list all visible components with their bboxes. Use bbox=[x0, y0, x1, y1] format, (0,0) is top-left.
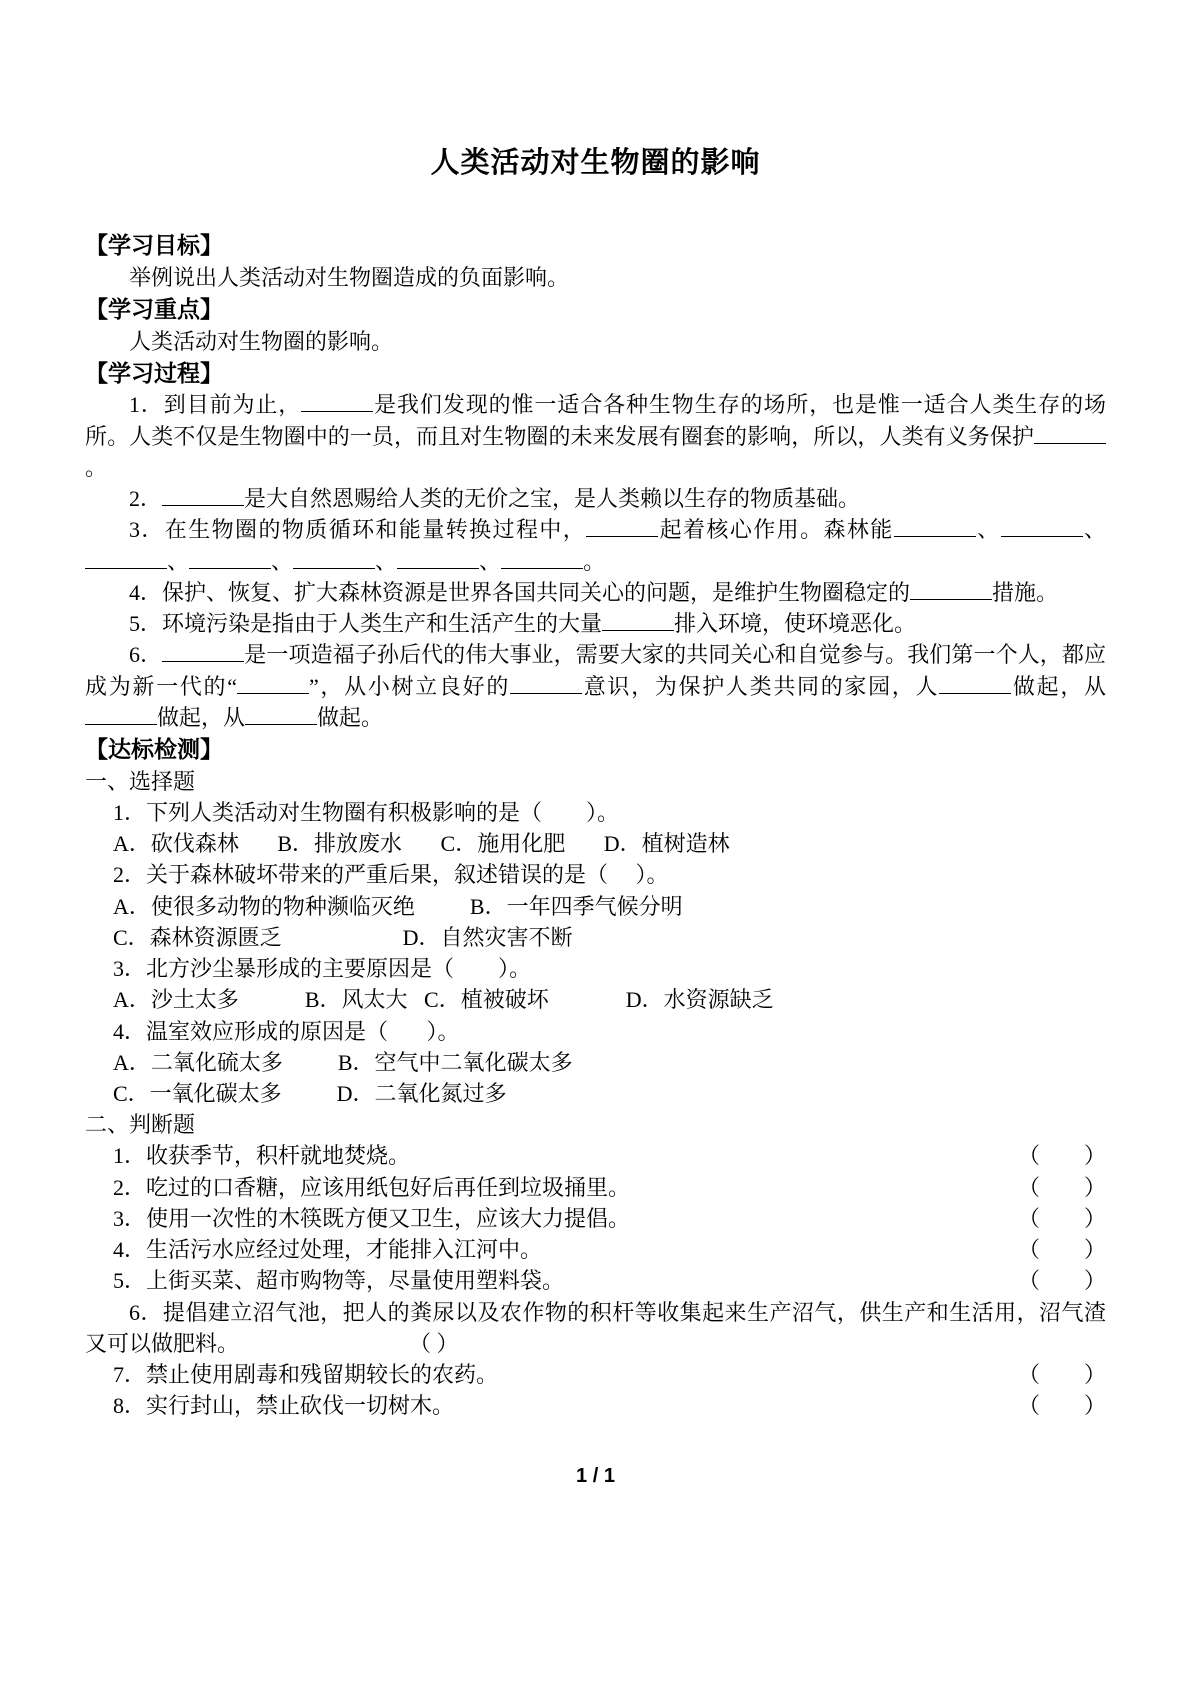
truefalse-item-2-text: 2．吃过的口香糖，应该用纸包好后再任到垃圾捅里。 bbox=[113, 1174, 631, 1200]
objective-body: 举例说出人类活动对生物圈造成的负面影响。 bbox=[129, 264, 570, 290]
q6-blank-6[interactable] bbox=[245, 724, 317, 725]
q1-text-b: 是我们发现的惟一适合各种生物生存的场所，也是惟一适合人类生存的场所。人类不仅是生物圈中的一员，而且对生物圈的未来发展有圈套的影响，所以，人类有义务保护 bbox=[85, 392, 1106, 449]
objective-heading: 【学习目标】 bbox=[85, 232, 223, 258]
choice-question-1-stem: 1．下列人类活动对生物圈有积极影响的是（ ）。 bbox=[113, 799, 620, 825]
process-heading: 【学习过程】 bbox=[85, 359, 223, 386]
q2-blank-1[interactable] bbox=[162, 505, 244, 506]
q3-text-a: 3．在生物圈的物质循环和能量转换过程中， bbox=[129, 517, 587, 543]
q2-text-b: 是大自然恩赐给人类的无价之宝，是人类赖以生存的物质基础。 bbox=[244, 486, 861, 512]
q3-blank-8[interactable] bbox=[501, 568, 583, 569]
q6-text-f: 做起，从 bbox=[157, 704, 246, 730]
q6-blank-5[interactable] bbox=[85, 724, 157, 725]
q6-blank-3[interactable] bbox=[510, 693, 582, 694]
process-question-5 bbox=[85, 608, 1106, 639]
truefalse-item-1 bbox=[85, 1140, 1106, 1171]
truefalse-item-7 bbox=[85, 1359, 1106, 1390]
q3-text-b: 起着核心作用。森林能 bbox=[658, 517, 894, 543]
q5-blank-1[interactable] bbox=[602, 630, 674, 631]
process-question-3 bbox=[85, 514, 1106, 576]
q4-text-a: 4．保护、恢复、扩大森林资源是世界各国共同关心的问题，是维护生物圈稳定的 bbox=[129, 579, 911, 605]
truefalse-item-7-text: 7．禁止使用剧毒和残留期较长的农药。 bbox=[113, 1362, 499, 1388]
choice-question-2-options-line-1[interactable]: A．使很多动物的物种濒临灭绝 B．一年四季气候分明 bbox=[113, 893, 683, 919]
truefalse-item-5-text: 5．上街买菜、超市购物等，尽量使用塑料袋。 bbox=[113, 1268, 565, 1294]
truefalse-item-4-text: 4．生活污水应经过处理，才能排入江河中。 bbox=[113, 1237, 543, 1263]
truefalse-item-3 bbox=[85, 1203, 1106, 1234]
choice-question-4-options-line-1[interactable]: A．二氧化硫太多 B．空气中二氧化碳太多 bbox=[113, 1049, 573, 1075]
truefalse-item-8-text: 8．实行封山，禁止砍伐一切树木。 bbox=[113, 1393, 455, 1419]
truefalse-item-4 bbox=[85, 1234, 1106, 1265]
q6-text-c: ”，从小树立良好的 bbox=[308, 673, 511, 699]
choice-question-2-options-line-2[interactable]: C．森林资源匮乏 D．自然灾害不断 bbox=[113, 924, 573, 950]
q4-blank-1[interactable] bbox=[910, 599, 992, 600]
q3-sep-4: 、 bbox=[271, 548, 294, 574]
q3-sep-2: 、 bbox=[1082, 517, 1106, 543]
q3-blank-5[interactable] bbox=[189, 568, 271, 569]
truefalse-item-4-answer-box[interactable]: （ ） bbox=[1017, 1237, 1106, 1263]
q3-text-end: 。 bbox=[583, 548, 606, 574]
q2-text-a: 2． bbox=[129, 486, 163, 512]
q6-text-d: 意识，为保护人类共同的家园，人 bbox=[582, 673, 940, 699]
process-question-6 bbox=[85, 639, 1106, 733]
focus-body: 人类活动对生物圈的影响。 bbox=[129, 328, 394, 354]
q3-blank-3[interactable] bbox=[1001, 536, 1083, 537]
q3-sep-3: 、 bbox=[167, 548, 190, 574]
q6-text-e: 做起，从 bbox=[1011, 673, 1107, 699]
q1-blank-1[interactable] bbox=[301, 411, 373, 412]
truefalse-item-8 bbox=[85, 1390, 1106, 1421]
truefalse-item-7-answer-box[interactable]: （ ） bbox=[1017, 1362, 1106, 1388]
process-question-2 bbox=[85, 483, 1106, 514]
q3-blank-1[interactable] bbox=[586, 536, 658, 537]
truefalse-item-5-answer-box[interactable]: （ ） bbox=[1017, 1268, 1106, 1294]
q1-blank-2[interactable] bbox=[1034, 443, 1106, 444]
choice-question-4-stem: 4．温室效应形成的原因是（ ）。 bbox=[113, 1018, 460, 1044]
truefalse-item-3-answer-box[interactable]: （ ） bbox=[1017, 1205, 1106, 1231]
truefalse-item-1-text: 1．收获季节，积杆就地焚烧。 bbox=[113, 1143, 411, 1169]
truefalse-item-6-answer-box[interactable]: （ ） bbox=[409, 1330, 459, 1356]
q6-blank-4[interactable] bbox=[939, 693, 1011, 694]
q6-text-b: 是一项造福子孙后代的伟大事业，需要大家的共同关心和自觉参与。我们第一个人，都应成为新一代的“ bbox=[85, 642, 1106, 699]
page-title: 人类活动对生物圈的影响 bbox=[430, 147, 761, 179]
truefalse-item-5 bbox=[85, 1265, 1106, 1296]
q1-text-c: 。 bbox=[85, 454, 108, 480]
choice-question-3-options[interactable]: A．沙土太多 B．风太大 C．植被破坏 D．水资源缺乏 bbox=[113, 987, 774, 1013]
truefalse-item-2 bbox=[85, 1172, 1106, 1203]
choice-question-2-stem: 2．关于森林破坏带来的严重后果，叙述错误的是（ ）。 bbox=[113, 862, 669, 888]
q5-text-b: 排入环境，使环境恶化。 bbox=[674, 611, 917, 637]
choice-question-1-options[interactable]: A．砍伐森林 B．排放废水 C．施用化肥 D．植树造林 bbox=[113, 831, 730, 857]
q3-sep-1: 、 bbox=[975, 517, 1001, 543]
q6-blank-1[interactable] bbox=[162, 661, 244, 662]
choice-question-4-options-line-2[interactable]: C．一氧化碳太多 D．二氧化氮过多 bbox=[113, 1081, 507, 1107]
truefalse-item-1-answer-box[interactable]: （ ） bbox=[1017, 1143, 1106, 1169]
q3-blank-2[interactable] bbox=[894, 536, 976, 537]
test-heading: 【达标检测】 bbox=[85, 736, 223, 763]
q1-text-a: 1．到目前为止， bbox=[129, 392, 302, 418]
q5-text-a: 5．环境污染是指由于人类生产和生活产生的大量 bbox=[129, 611, 603, 637]
process-question-4 bbox=[85, 577, 1106, 608]
q3-blank-4[interactable] bbox=[85, 568, 167, 569]
truefalse-item-6-text: 6．提倡建立沼气池，把人的粪尿以及农作物的积杆等收集起来生产沼气，供生产和生活用，沼气渣又可以做肥料。 bbox=[85, 1299, 1106, 1356]
q6-blank-2[interactable] bbox=[237, 693, 309, 694]
truefalse-section-heading: 二、判断题 bbox=[85, 1112, 196, 1138]
q3-sep-6: 、 bbox=[479, 548, 502, 574]
q3-sep-5: 、 bbox=[375, 548, 398, 574]
truefalse-item-2-answer-box[interactable]: （ ） bbox=[1017, 1174, 1106, 1200]
truefalse-item-3-text: 3．使用一次性的木筷既方便又卫生，应该大力提倡。 bbox=[113, 1205, 631, 1231]
q6-text-a: 6． bbox=[129, 642, 163, 668]
q6-text-g: 做起。 bbox=[317, 704, 384, 730]
process-question-1 bbox=[85, 389, 1106, 483]
truefalse-item-6 bbox=[85, 1297, 1106, 1359]
truefalse-item-8-answer-box[interactable]: （ ） bbox=[1017, 1393, 1106, 1419]
choice-question-3-stem: 3．北方沙尘暴形成的主要原因是（ ）。 bbox=[113, 956, 532, 982]
q4-text-b: 措施。 bbox=[992, 579, 1059, 605]
page-footer: 1 / 1 bbox=[576, 1465, 615, 1487]
q3-blank-7[interactable] bbox=[397, 568, 479, 569]
q3-blank-6[interactable] bbox=[293, 568, 375, 569]
choice-section-heading: 一、选择题 bbox=[85, 768, 196, 794]
focus-heading: 【学习重点】 bbox=[85, 295, 223, 322]
